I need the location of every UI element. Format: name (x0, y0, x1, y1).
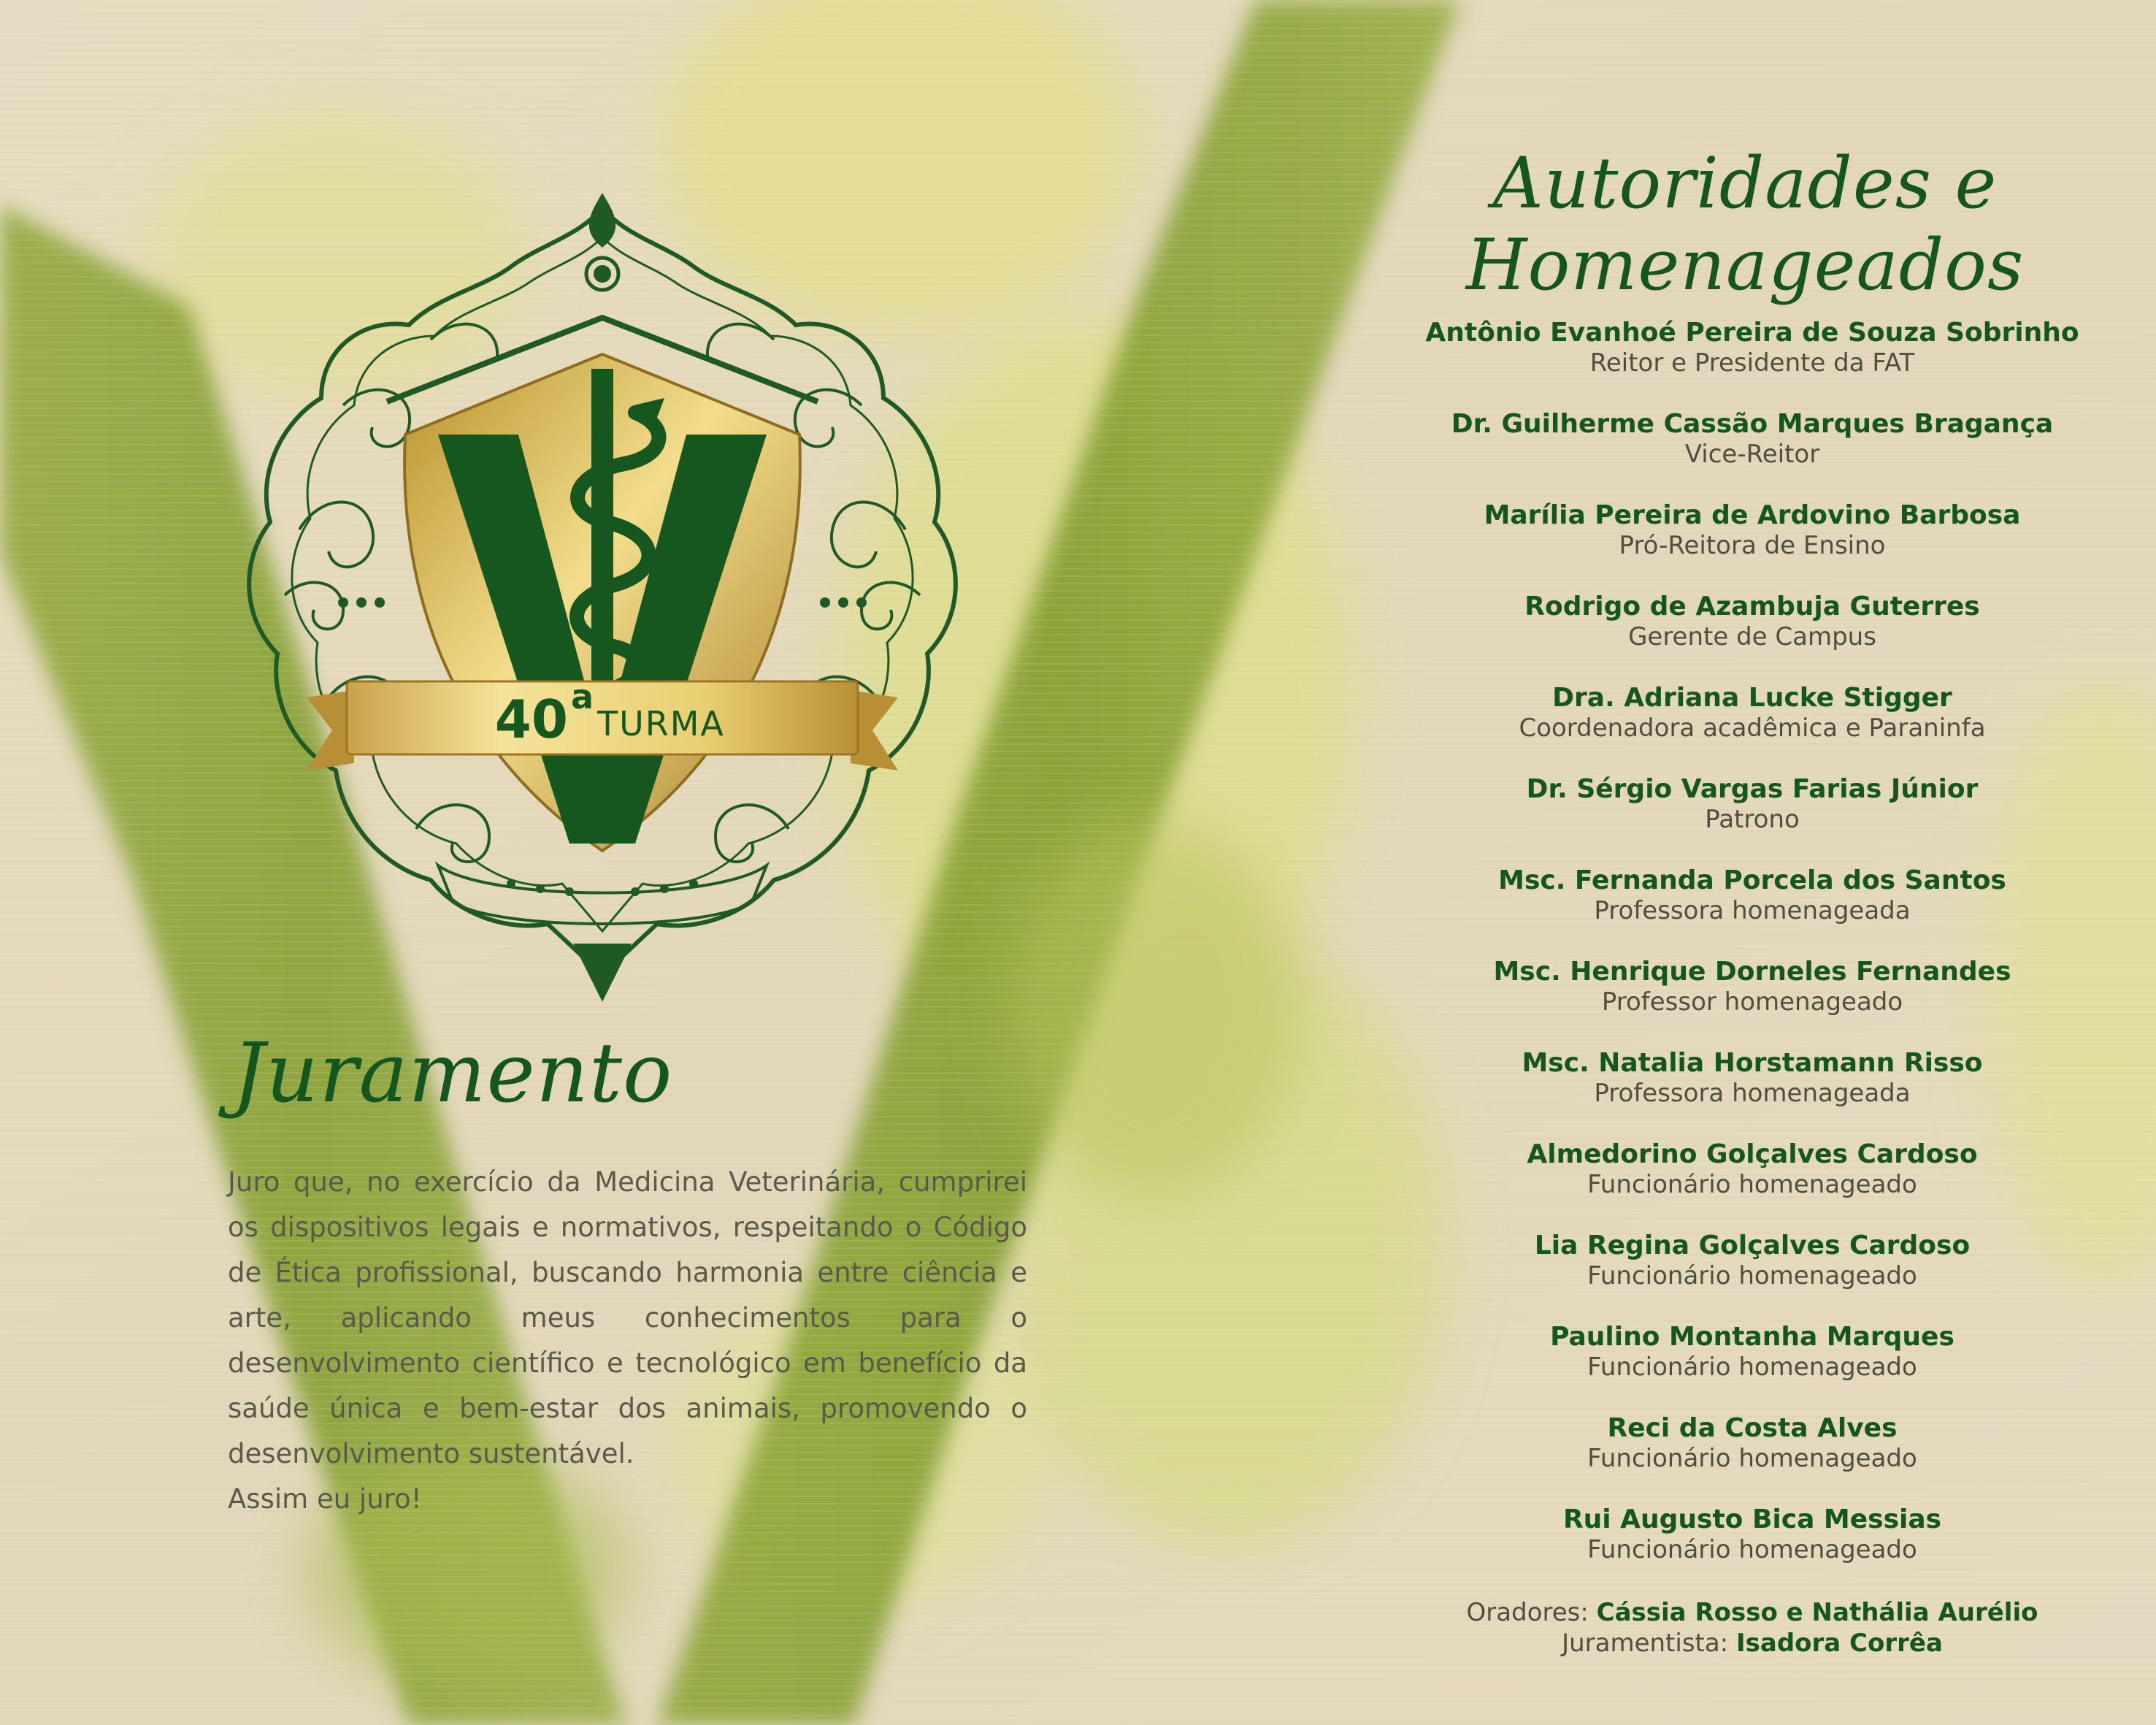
list-item (1409, 409, 2095, 500)
person-role: Funcionário homenageado (1587, 1353, 1917, 1382)
oath-reader-line (1409, 1628, 2095, 1659)
class-crest-emblem (197, 186, 1008, 1011)
oath-paragraph (228, 1160, 1027, 1522)
authorities-list (1409, 318, 2095, 1596)
person-role: Gerente de Campus (1628, 622, 1876, 651)
person-role: Funcionário homenageado (1587, 1535, 1917, 1564)
person-name: Dra. Adriana Lucke Stigger (1552, 683, 1952, 713)
person-role: Coordenadora acadêmica e Paraninfa (1519, 714, 1986, 743)
person-name: Reci da Costa Alves (1607, 1413, 1898, 1443)
person-name: Antônio Evanhoé Pereira de Souza Sobrinho (1425, 318, 2079, 348)
oath-reader-name: Isadora Corrêa (1735, 1629, 1943, 1658)
list-item (1409, 1231, 2095, 1322)
list-item (1409, 1504, 2095, 1596)
list-item (1409, 1048, 2095, 1139)
ceremony-credits (1409, 1597, 2095, 1659)
person-name: Msc. Natalia Horstamann Risso (1522, 1048, 1983, 1078)
speakers-line (1409, 1597, 2095, 1628)
person-name: Dr. Guilherme Cassão Marques Bragança (1451, 409, 2054, 439)
crest-superscript: a (571, 677, 594, 716)
list-item (1409, 318, 2095, 409)
list-item (1409, 500, 2095, 592)
list-item (1409, 774, 2095, 865)
oath-closing: Assim eu juro! (228, 1483, 422, 1515)
oath-title: Juramento (232, 1026, 673, 1121)
person-name: Msc. Henrique Dorneles Fernandes (1493, 957, 2011, 987)
authorities-title-line2: Homenageados (1465, 224, 2025, 306)
list-item (1409, 957, 2095, 1048)
person-name: Dr. Sérgio Vargas Farias Júnior (1526, 774, 1979, 804)
person-role: Funcionário homenageado (1587, 1444, 1917, 1473)
list-item (1409, 865, 2095, 957)
person-role: Pró-Reitora de Ensino (1619, 531, 1886, 560)
person-name: Almedorino Golçalves Cardoso (1527, 1139, 1978, 1169)
person-name: Msc. Fernanda Porcela dos Santos (1498, 865, 2006, 895)
person-role: Vice-Reitor (1684, 440, 1820, 469)
person-name: Marília Pereira de Ardovino Barbosa (1484, 500, 2021, 530)
list-item (1409, 683, 2095, 774)
list-item (1409, 1413, 2095, 1504)
person-role: Professor homenageado (1601, 987, 1903, 1017)
person-name: Lia Regina Golçalves Cardoso (1534, 1231, 1971, 1261)
person-name: Paulino Montanha Marques (1550, 1322, 1954, 1352)
list-item (1409, 1322, 2095, 1413)
authorities-title-line1: Autoridades e (1492, 142, 1998, 224)
speakers-label: Oradores: (1466, 1598, 1589, 1627)
list-item (1409, 1139, 2095, 1231)
crest-label: TURMA (597, 704, 725, 743)
authorities-title (1446, 142, 2044, 306)
list-item (1409, 592, 2095, 683)
speakers-names: Cássia Rosso e Nathália Aurélio (1596, 1598, 2038, 1627)
person-role: Reitor e Presidente da FAT (1589, 348, 1915, 378)
person-role: Patrono (1705, 805, 1800, 834)
person-role: Funcionário homenageado (1587, 1261, 1917, 1290)
person-role: Funcionário homenageado (1587, 1170, 1917, 1199)
person-name: Rodrigo de Azambuja Guterres (1524, 592, 1980, 621)
oath-body: Juro que, no exercício da Medicina Veterinária, cumprirei os dispositivos legais e normativos, respeitando o Código de Ética profissional, buscando harmonia entre ciência e arte, aplicando meus conhecimentos para o desenvolvimento científico e tecnológico em benefício da saúde única e bem-estar dos animais, promovendo o desenvolvimento sustentável. (228, 1166, 1027, 1469)
person-name: Rui Augusto Bica Messias (1562, 1504, 1942, 1534)
crest-number: 40 (494, 689, 568, 750)
oath-reader-label: Juramentista: (1562, 1629, 1729, 1658)
person-role: Professora homenageada (1594, 896, 1911, 925)
person-role: Professora homenageada (1594, 1079, 1911, 1108)
